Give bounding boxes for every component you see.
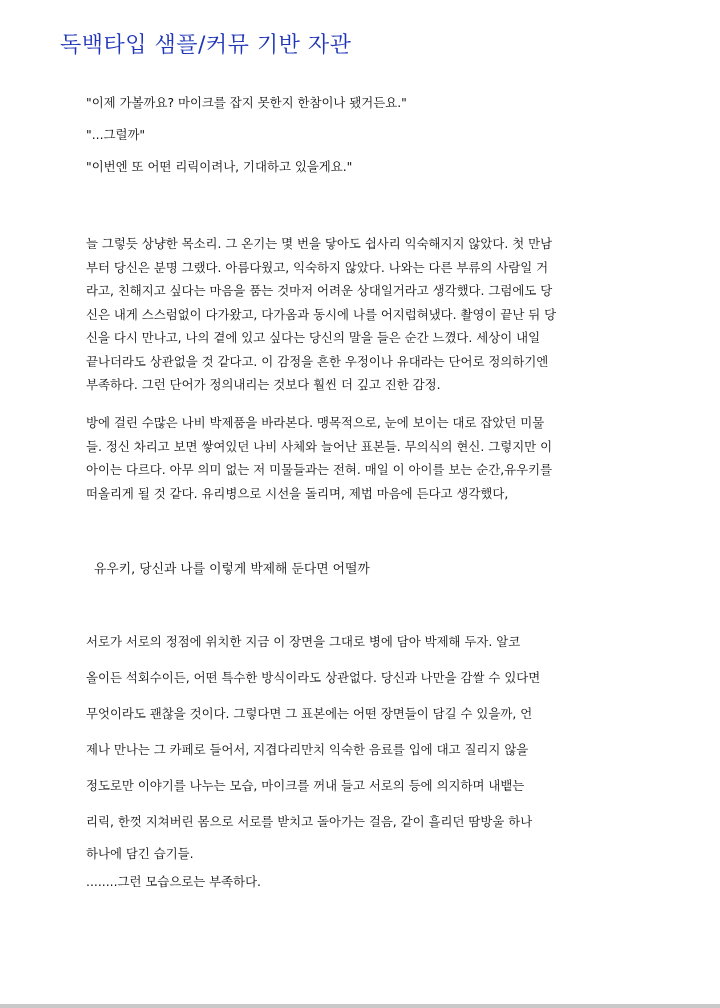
bottom-divider [0, 1004, 720, 1008]
document-body [86, 94, 638, 889]
paragraph-line: 신은 내게 스스럼없이 다가왔고, 다가옴과 동시에 나를 어지럽혀냈다. 촬영이 끝난 뒤 당 [86, 306, 557, 322]
dialogue-block [86, 94, 638, 176]
paragraph-line: 부족하다. 그런 단어가 정의내리는 것보다 훨씬 더 깊고 진한 감정. [86, 377, 441, 392]
paragraph-line: 방에 걸린 수많은 나비 박제품을 바라본다. 맹목적으로, 눈에 보이는 대로 잡았던 미물 [86, 415, 545, 430]
dialogue-line: "이제 가볼까요? 마이크를 잡지 못한지 한참이나 됐거든요." [86, 95, 407, 110]
paragraph-line: 아이는 다르다. 아무 의미 없는 저 미물들과는 전혀. 매일 이 아이를 보는 순간,유우키를 [86, 462, 553, 477]
paragraph-line: 들. 정신 차리고 보면 쌓여있던 나비 사체와 늘어난 표본들. 무의식의 현신. 그렇지만 이 [86, 438, 553, 454]
paragraph-line: 올이든 석회수이든, 어떤 특수한 방식이라도 상관없다. 당신과 나만을 감쌀 수 있다면 [86, 670, 541, 685]
dialogue-line: "...그럴까" [86, 127, 146, 142]
paragraph-line: 신을 다시 만나고, 나의 곁에 있고 싶다는 당신의 말을 들은 순간 느꼈다. 세상이 내일 [86, 330, 541, 345]
paragraph-line: 무엇이라도 괜찮을 것이다. 그렇다면 그 표본에는 어떤 장면들이 담길 수 있을까, 언 [86, 706, 533, 721]
paragraph-line: 늘 그렇듯 상냥한 목소리. 그 온기는 몇 번을 닿아도 쉽사리 익숙해지지 않았다. 첫 만남 [86, 236, 553, 251]
paragraph-line: 부터 당신은 분명 그랬다. 아름다웠고, 익숙하지 않았다. 나와는 다른 부류의 사람일 거 [86, 259, 549, 275]
paragraph-1 [86, 232, 556, 397]
paragraph-line: 리릭, 한껏 지쳐버린 몸으로 서로를 받치고 돌아가는 걸음, 같이 흘리던 땀방울 하나 [86, 814, 533, 829]
paragraph-line: 제나 만나는 그 카페로 들어서, 지겹다리만치 익숙한 음료를 입에 대고 질리지 않을 [86, 742, 529, 757]
paragraph-line: 라고, 친해지고 싶다는 마음을 품는 것마저 어려운 상대일거라고 생각했다. 그럼에도 당 [86, 283, 553, 298]
dialogue-line: "이번엔 또 어떤 리릭이려나, 기대하고 있을게요." [86, 159, 353, 174]
paragraph-3 [86, 624, 540, 896]
paragraph-line: 정도로만 이야기를 나누는 모습, 마이크를 꺼내 들고 서로의 등에 의지하며 내뱉는 [86, 778, 525, 793]
document-title: 독백타입 샘플/커뮤 기반 자관 [60, 33, 352, 58]
paragraph-line: 끝나더라도 상관없을 것 같다고. 이 감정을 흔한 우정이나 유대라는 단어로 정의하기엔 [86, 353, 549, 369]
paragraph-line: 하나에 담긴 습기들. [86, 846, 194, 861]
quote-line: 유우키, 당신과 나를 이렇게 박제해 둔다면 어떨까 [94, 562, 370, 577]
paragraph-line: 서로가 서로의 정점에 위치한 지금 이 장면을 그대로 병에 담아 박제해 두자. 알코 [86, 634, 521, 649]
closing-line: ........그런 모습으로는 부족하다. [86, 874, 261, 889]
paragraph-2 [86, 411, 552, 505]
paragraph-line: 떠올리게 될 것 같다. 유리병으로 시선을 돌리며, 제법 마음에 든다고 생각했다, [86, 485, 509, 501]
